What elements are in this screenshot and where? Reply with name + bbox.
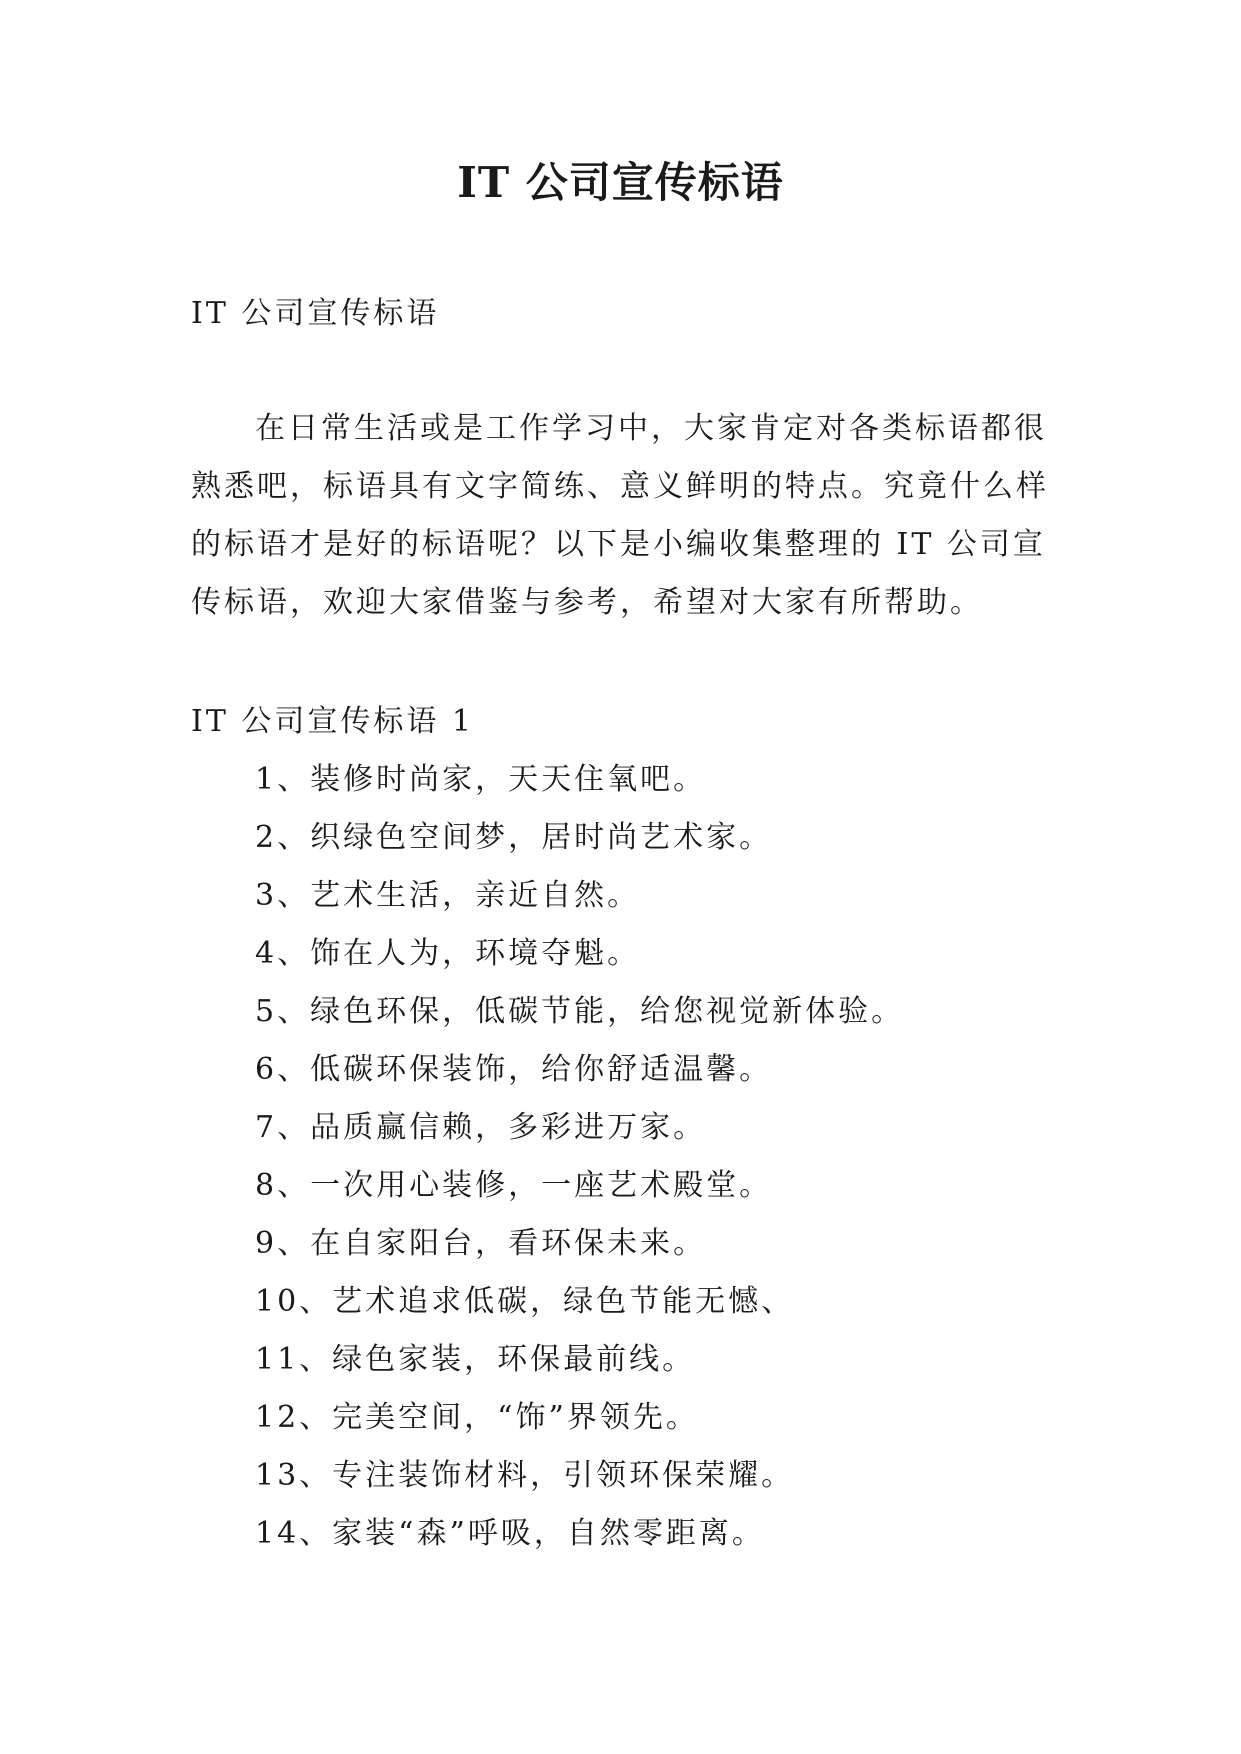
intro-line: 传标语，欢迎大家借鉴与参考，希望对大家有所帮助。	[191, 585, 983, 620]
slogan-item: 10、艺术追求低碳，绿色节能无憾、	[255, 1284, 795, 1319]
slogan-item: 3、艺术生活，亲近自然。	[255, 878, 641, 913]
slogan-item: 5、绿色环保，低碳节能，给您视觉新体验。	[255, 994, 905, 1029]
slogan-item: 2、织绿色空间梦，居时尚艺术家。	[255, 820, 773, 855]
slogan-item: 12、完美空间，“饰”界领先。	[255, 1400, 699, 1435]
slogan-item: 7、品质赢信赖，多彩进万家。	[255, 1110, 707, 1145]
slogan-item: 4、饰在人为，环境夺魁。	[255, 936, 641, 971]
intro-paragraph	[191, 400, 1061, 632]
slogan-item: 6、低碳环保装饰，给你舒适温馨。	[255, 1052, 773, 1087]
document-title: IT 公司宣传标语	[457, 158, 784, 207]
slogan-item: 13、专注装饰材料，引领环保荣耀。	[255, 1458, 795, 1493]
slogan-item: 8、一次用心装修，一座艺术殿堂。	[255, 1168, 773, 1203]
slogan-item: 9、在自家阳台，看环保未来。	[255, 1226, 707, 1261]
section-heading: IT 公司宣传标语 1	[191, 704, 475, 739]
document-subtitle: IT 公司宣传标语	[191, 296, 440, 331]
intro-line: 的标语才是好的标语呢？以下是小编收集整理的 IT 公司宣	[191, 527, 1046, 562]
slogan-list	[255, 751, 904, 1563]
slogan-item: 1、装修时尚家，天天住氧吧。	[255, 762, 707, 797]
slogan-item: 14、家装“森”呼吸，自然零距离。	[255, 1516, 765, 1551]
intro-line: 熟悉吧，标语具有文字简练、意义鲜明的特点。究竟什么样	[191, 469, 1049, 504]
intro-line: 在日常生活或是工作学习中，大家肯定对各类标语都很	[255, 411, 1047, 446]
slogan-item: 11、绿色家装，环保最前线。	[255, 1342, 696, 1377]
